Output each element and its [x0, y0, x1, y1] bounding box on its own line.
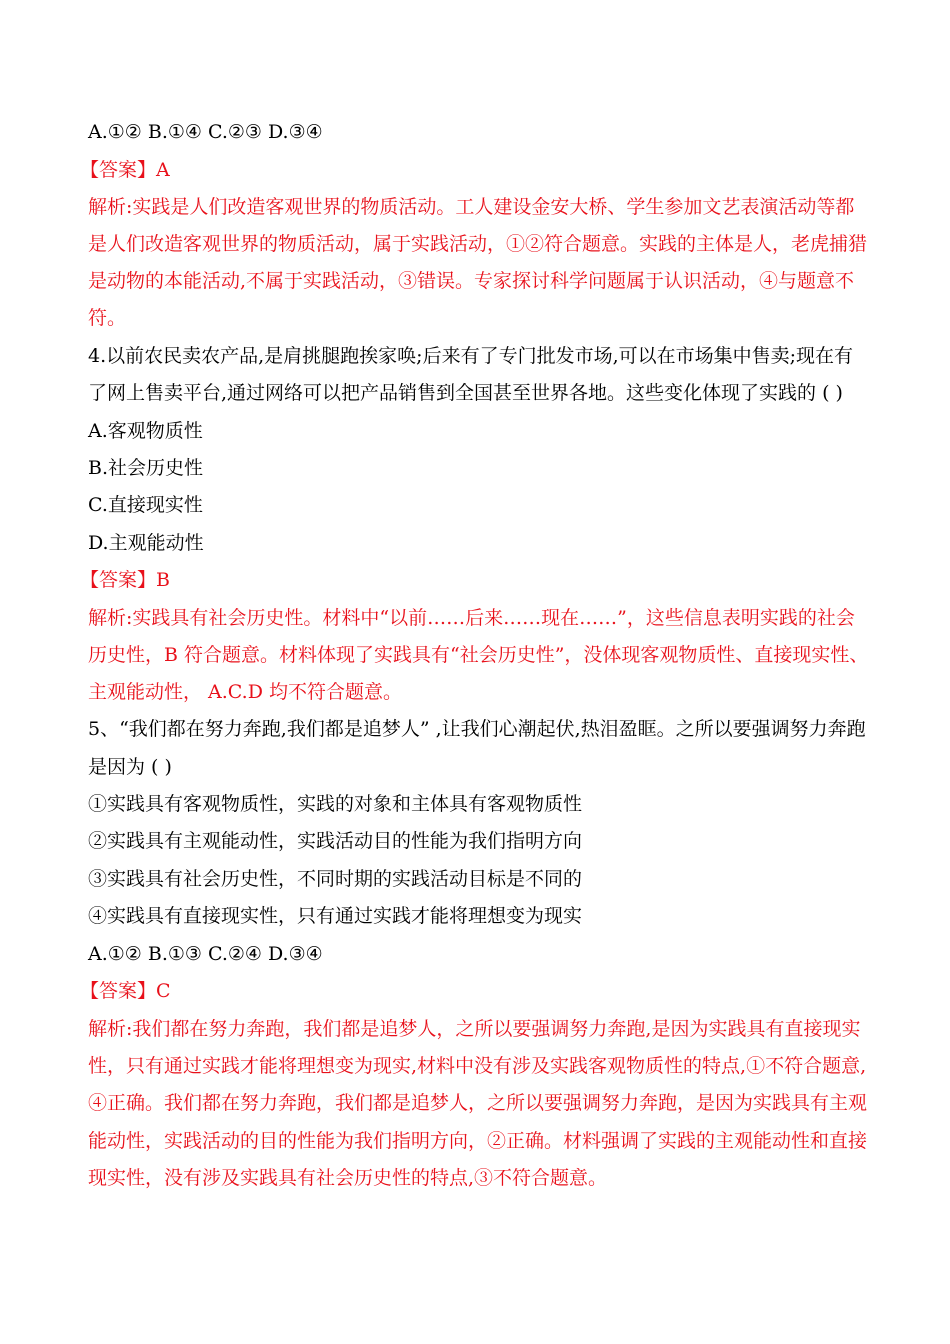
q5-answer: 【答案】C	[80, 980, 171, 1002]
q5-stem-line: 5、“我们都在努力奔跑,我们都是追梦人” ,让我们心潮起伏,热泪盈眶。之所以要强调努力奔跑	[88, 718, 866, 740]
q5-analysis-line: 解析:我们都在努力奔跑，我们都是追梦人，之所以要强调努力奔跑,是因为实践具有直接现实	[88, 1018, 861, 1040]
q3-analysis-line: 解析:实践是人们改造客观世界的物质活动。工人建设金安大桥、学生参加文艺表演活动等都	[88, 196, 855, 218]
q3-analysis-line: 符。	[88, 307, 127, 329]
q4-option-c: C.直接现实性	[88, 494, 203, 516]
q3-options: A.①② B.①④ C.②③ D.③④	[88, 121, 323, 143]
q5-statement-4: ④实践具有直接现实性，只有通过实践才能将理想变为现实	[88, 905, 583, 927]
q4-analysis-line: 解析:实践具有社会历史性。材料中“以前……后来……现在……”，这些信息表明实践的社会	[88, 607, 855, 629]
q4-stem-line: 了网上售卖平台,通过网络可以把产品销售到全国甚至世界各地。这些变化体现了实践的 ( )	[88, 382, 843, 404]
q5-statement-3: ③实践具有社会历史性，不同时期的实践活动目标是不同的	[88, 868, 583, 890]
q3-answer: 【答案】A	[80, 159, 170, 181]
q4-analysis-line: 历史性，B 符合题意。材料体现了实践具有“社会历史性”，没体现客观物质性、直接现实性、	[88, 644, 869, 666]
q5-analysis-line: ④正确。我们都在努力奔跑，我们都是追梦人，之所以要强调努力奔跑，是因为实践具有主观	[88, 1092, 868, 1114]
q5-statement-2: ②实践具有主观能动性，实践活动目的性能为我们指明方向	[88, 830, 583, 852]
q5-analysis-line: 现实性，没有涉及实践具有社会历史性的特点,③不符合题意。	[88, 1167, 608, 1189]
q5-stem-line: 是因为 ( )	[88, 756, 172, 778]
q5-options: A.①② B.①③ C.②④ D.③④	[88, 943, 323, 965]
q5-statement-1: ①实践具有客观物质性，实践的对象和主体具有客观物质性	[88, 793, 583, 815]
q4-stem-line: 4.以前农民卖农产品,是肩挑腿跑挨家唤;后来有了专门批发市场,可以在市场集中售卖;现在有	[88, 345, 854, 367]
q4-analysis-line: 主观能动性， A.C.D 均不符合题意。	[88, 681, 402, 703]
q5-analysis-line: 能动性，实践活动的目的性能为我们指明方向，②正确。材料强调了实践的主观能动性和直接	[88, 1130, 868, 1152]
q4-option-a: A.客观物质性	[88, 420, 203, 442]
q4-answer: 【答案】B	[80, 569, 170, 591]
q4-option-b: B.社会历史性	[88, 457, 204, 479]
q3-analysis-line: 是动物的本能活动,不属于实践活动，③错误。专家探讨科学问题属于认识活动，④与题意不	[88, 270, 855, 292]
q4-option-d: D.主观能动性	[88, 532, 204, 554]
q5-analysis-line: 性，只有通过实践才能将理想变为现实,材料中没有涉及实践客观物质性的特点,①不符合题意,	[88, 1055, 867, 1077]
q3-analysis-line: 是人们改造客观世界的物质活动，属于实践活动，①②符合题意。实践的主体是人，老虎捕猎	[88, 233, 868, 255]
